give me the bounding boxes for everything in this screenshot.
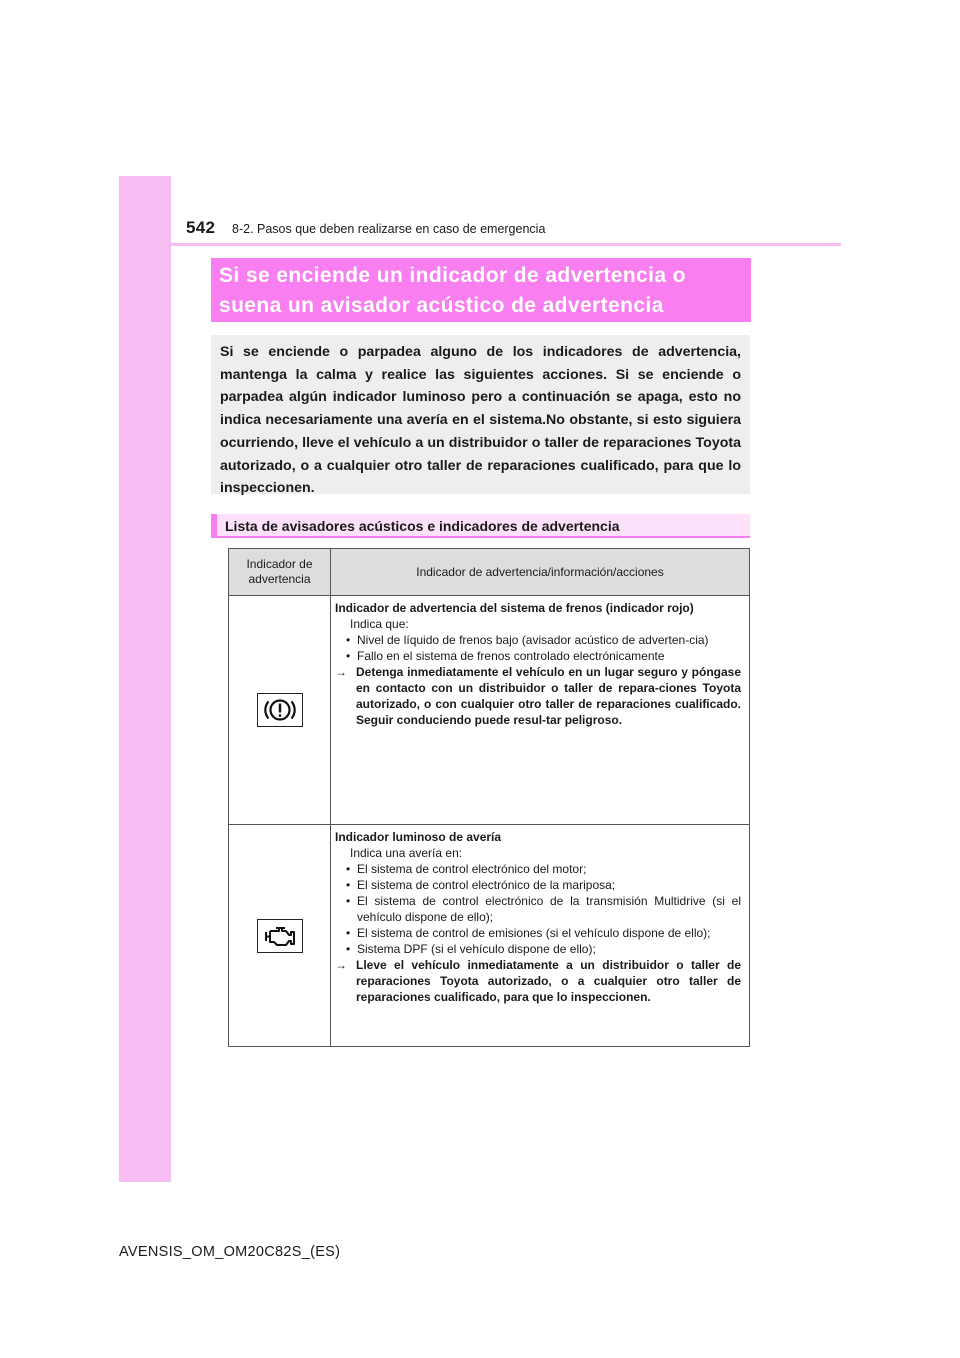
list-item: • Nivel de líquido de frenos bajo (avisador acústico de adverten-cia) (335, 632, 741, 648)
list-item: • El sistema de control electrónico del motor; (335, 861, 741, 877)
table-row (229, 596, 750, 825)
list-item: • El sistema de control electrónico de la mariposa; (335, 877, 741, 893)
side-tab-band (119, 176, 171, 1182)
header-divider (119, 243, 841, 246)
indicator-cell (229, 596, 331, 825)
list-subheading: Lista de avisadores acústicos e indicadores de advertencia (211, 514, 750, 538)
list-item: • Sistema DPF (si el vehículo dispone de ello); (335, 941, 741, 957)
column-header-indicator: Indicador de advertencia (229, 549, 331, 596)
indicator-intro: Indica que: (350, 617, 409, 631)
intro-paragraph: Si se enciende o parpadea alguno de los indicadores de advertencia, mantenga la calma y realice las siguientes acciones. Si se enciende o parpadea algún indicador luminoso pero a continuación se apaga, esto no indica necesariamente una avería en el sistema.No obstante, si esto siguiera ocurriendo, lleve el vehículo a un distribuidor o taller de reparaciones Toyota autorizado, o a cualquier otro taller de reparaciones cualificado, para que lo inspeccionen. (211, 335, 750, 494)
list-item: • El sistema de control de emisiones (si el vehículo dispone de ello); (335, 925, 741, 941)
indicator-title: Indicador de advertencia del sistema de frenos (indicador rojo) (335, 601, 694, 615)
indicator-cell (229, 825, 331, 1047)
engine-check-icon (257, 919, 303, 953)
page-number: 542 (186, 218, 216, 237)
list-item: • El sistema de control electrónico de la transmisión Multidrive (si el vehículo dispone de ello); (335, 893, 741, 925)
arrow-right-icon: → (335, 665, 347, 679)
indicator-action (335, 664, 741, 728)
warning-indicator-table (228, 548, 750, 1047)
action-text: Lleve el vehículo inmediatamente a un distribuidor o taller de reparaciones Toyota autorizado, o a cualquier otro taller de reparaciones cualificado, para que lo inspeccionen. (356, 958, 741, 1004)
indicator-description (331, 825, 750, 1047)
table-header-row (229, 549, 750, 596)
page-title-line-2: suena un avisador acústico de advertencia (219, 294, 664, 317)
indicator-description (331, 596, 750, 825)
table-row (229, 825, 750, 1047)
list-item: • Fallo en el sistema de frenos controlado electrónicamente (335, 648, 741, 664)
document-code: AVENSIS_OM_OM20C82S_(ES) (119, 1244, 341, 1260)
section-reference: 8-2. Pasos que deben realizarse en caso de emergencia (232, 222, 546, 236)
indicator-intro: Indica una avería en: (350, 846, 463, 860)
brake-warning-icon (257, 693, 303, 727)
indicator-action (335, 957, 741, 1005)
action-text: Detenga inmediatamente el vehículo en un lugar seguro y póngase en contacto con un distribuidor o taller de repara-ciones Toyota autorizado, o con cualquier otro taller de reparaciones cualificado. Seguir conduciendo puede resul-tar peligroso. (356, 665, 741, 727)
arrow-right-icon: → (335, 958, 347, 972)
column-header-details: Indicador de advertencia/información/acciones (331, 549, 750, 596)
page-title (211, 258, 751, 322)
indicator-title: Indicador luminoso de avería (335, 830, 502, 844)
page-title-line-1: Si se enciende un indicador de advertencia o (219, 264, 686, 287)
